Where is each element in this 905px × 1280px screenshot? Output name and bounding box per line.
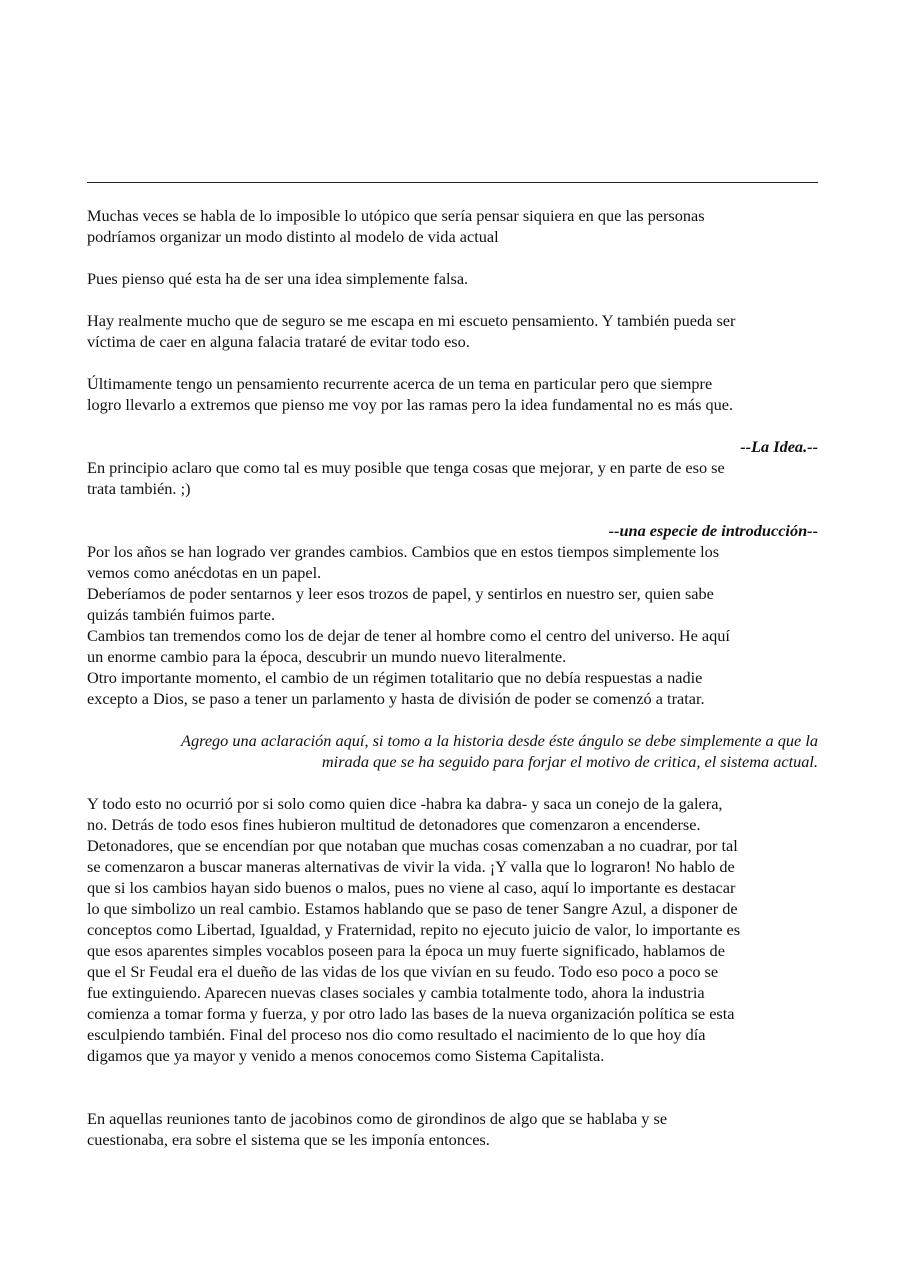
text-line: conceptos como Libertad, Igualdad, y Fraternidad, repito no ejecuto juicio de valor, lo importante es xyxy=(87,920,741,939)
text-line: se comenzaron a buscar maneras alternativas de vivir la vida. ¡Y valla que lo lograron! No hablo de xyxy=(87,857,735,876)
paragraph xyxy=(87,373,818,415)
paragraph xyxy=(87,793,818,1066)
document-body xyxy=(87,205,818,1150)
blank-line xyxy=(87,772,818,793)
text-line: que el Sr Feudal era el dueño de las vidas de los que vivían en su feudo. Todo eso poco a poco se xyxy=(87,962,719,981)
text-line: En aquellas reuniones tanto de jacobinos como de girondinos de algo que se hablaba y se xyxy=(87,1109,668,1128)
blank-line xyxy=(87,352,818,373)
text-line: Pues pienso qué esta ha de ser una idea simplemente falsa. xyxy=(87,269,469,288)
text-line: fue extinguiendo. Aparecen nuevas clases sociales y cambia totalmente todo, ahora la industria xyxy=(87,983,705,1002)
header-rule xyxy=(87,182,818,183)
blank-line xyxy=(87,247,818,268)
text-line: podríamos organizar un modo distinto al modelo de vida actual xyxy=(87,227,499,246)
paragraph xyxy=(87,205,818,247)
blank-line xyxy=(87,415,818,436)
blank-line xyxy=(87,1066,818,1087)
text-line: Otro importante momento, el cambio de un régimen totalitario que no debía respuestas a nadie xyxy=(87,668,703,687)
italic-note xyxy=(87,730,818,772)
paragraph xyxy=(87,541,818,709)
paragraph xyxy=(87,310,818,352)
text-line: Últimamente tengo un pensamiento recurrente acerca de un tema en particular pero que siempre xyxy=(87,374,713,393)
blank-line xyxy=(87,1087,818,1108)
paragraph xyxy=(87,1108,818,1150)
text-line: que esos aparentes simples vocablos poseen para la época un muy fuerte significado, hablamos de xyxy=(87,941,725,960)
text-line: esculpiendo también. Final del proceso nos dio como resultado el nacimiento de lo que hoy día xyxy=(87,1025,706,1044)
text-line: Por los años se han logrado ver grandes cambios. Cambios que en estos tiempos simplemente los xyxy=(87,542,720,561)
text-line: Deberíamos de poder sentarnos y leer esos trozos de papel, y sentirlos en nuestro ser, quien sabe xyxy=(87,584,714,603)
paragraph xyxy=(87,268,818,289)
section-heading xyxy=(87,520,818,541)
section-heading xyxy=(87,436,818,457)
text-line: Y todo esto no ocurrió por si solo como quien dice -habra ka dabra- y saca un conejo de la galera, xyxy=(87,794,723,813)
text-line: trata también. ;) xyxy=(87,479,191,498)
text-line: Agrego una aclaración aquí, si tomo a la historia desde éste ángulo se debe simplemente a que la xyxy=(181,731,818,750)
text-line: que si los cambios hayan sido buenos o malos, pues no viene al caso, aquí lo importante es destacar xyxy=(87,878,736,897)
text-line: logro llevarlo a extremos que pienso me voy por las ramas pero la idea fundamental no es más que. xyxy=(87,395,734,414)
text-line: Hay realmente mucho que de seguro se me escapa en mi escueto pensamiento. Y también pueda ser xyxy=(87,311,736,330)
text-line: lo que simbolizo un real cambio. Estamos hablando que se paso de tener Sangre Azul, a disponer de xyxy=(87,899,738,918)
text-line: vemos como anécdotas en un papel. xyxy=(87,563,322,582)
text-line: --una especie de introducción-- xyxy=(608,521,818,540)
text-line: Detonadores, que se encendían por que notaban que muchas cosas comenzaban a no cuadrar, por tal xyxy=(87,836,738,855)
text-line: víctima de caer en alguna falacia trataré de evitar todo eso. xyxy=(87,332,470,351)
text-line: comienza a tomar forma y fuerza, y por otro lado las bases de la nueva organización política se esta xyxy=(87,1004,735,1023)
blank-line xyxy=(87,709,818,730)
text-line: excepto a Dios, se paso a tener un parlamento y hasta de división de poder se comenzó a tratar. xyxy=(87,689,705,708)
text-line: --La Idea.-- xyxy=(740,437,818,456)
text-line: mirada que se ha seguido para forjar el motivo de critica, el sistema actual. xyxy=(321,752,818,771)
text-line: quizás también fuimos parte. xyxy=(87,605,276,624)
text-line: En principio aclaro que como tal es muy posible que tenga cosas que mejorar, y en parte de eso se xyxy=(87,458,725,477)
text-line: Cambios tan tremendos como los de dejar de tener al hombre como el centro del universo. He aquí xyxy=(87,626,730,645)
blank-line xyxy=(87,499,818,520)
text-line: Muchas veces se habla de lo imposible lo utópico que sería pensar siquiera en que las personas xyxy=(87,206,705,225)
paragraph xyxy=(87,457,818,499)
blank-line xyxy=(87,289,818,310)
text-line: digamos que ya mayor y venido a menos conocemos como Sistema Capitalista. xyxy=(87,1046,605,1065)
text-line: un enorme cambio para la época, descubrir un mundo nuevo literalmente. xyxy=(87,647,567,666)
text-line: cuestionaba, era sobre el sistema que se les imponía entonces. xyxy=(87,1130,490,1149)
text-line: no. Detrás de todo esos fines hubieron multitud de detonadores que comenzaron a encenderse. xyxy=(87,815,701,834)
